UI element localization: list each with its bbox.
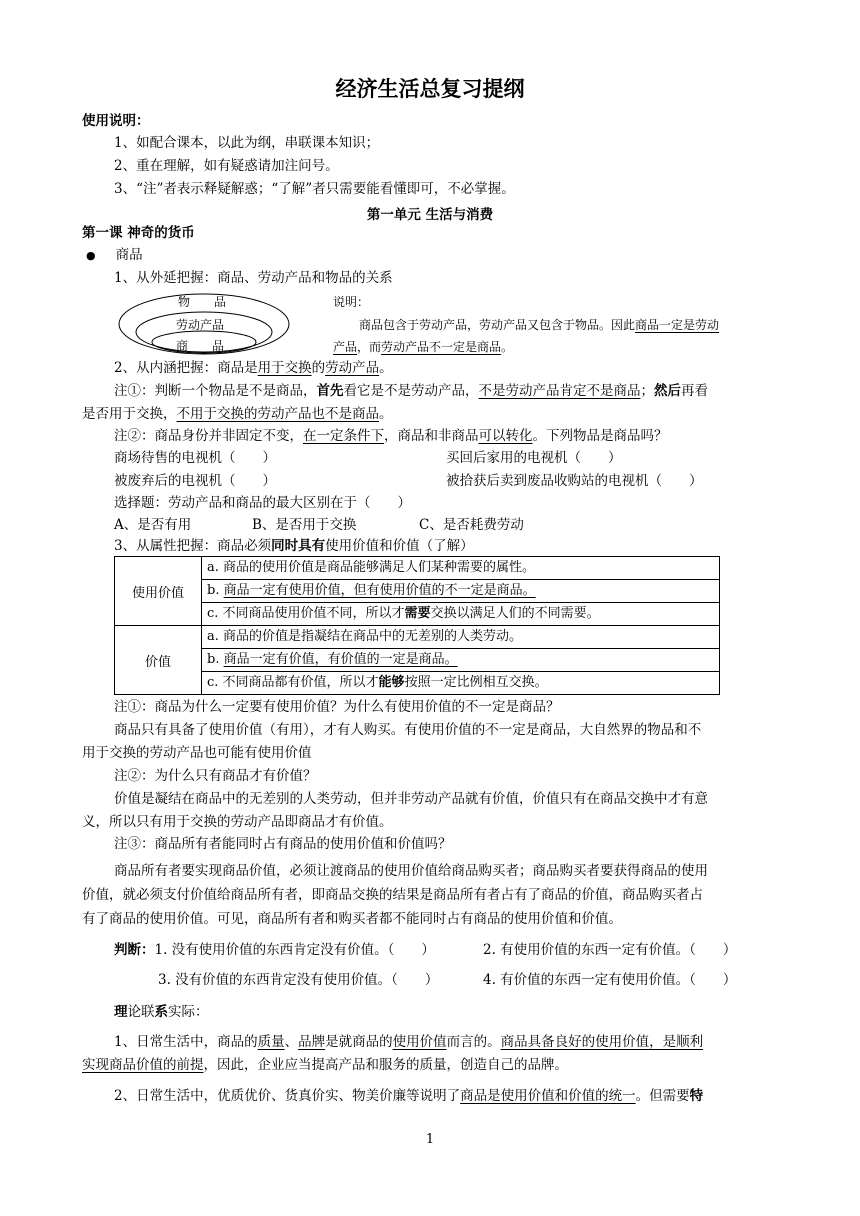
- usage-item-1: 1、如配合课本，以此为纲，串联课本知识；: [114, 135, 380, 151]
- lesson-title: 第一课 神奇的货币: [82, 225, 195, 241]
- table-row: b. 商品一定有使用价值，但有使用价值的不一定是商品。: [202, 579, 719, 602]
- extension-heading: 1、从外延把握：商品、劳动产品和物品的关系: [114, 270, 393, 286]
- judge-item: 4. 有价值的东西一定有使用价值。（ ）: [483, 972, 737, 988]
- judge-item: 3. 没有价值的东西肯定没有使用价值。（ ）: [158, 972, 439, 988]
- intension-line: 2、从内涵把握：商品是用于交换的劳动产品。: [114, 360, 393, 376]
- choice-question: 选择题：劳动产品和商品的最大区别在于（ ）: [114, 495, 411, 511]
- page-title: 经济生活总复习提纲: [335, 77, 525, 101]
- qa-note2-question: 注②：为什么只有商品才有价值？: [114, 768, 317, 784]
- table-row: a. 商品的价值是指凝结在商品中的无差别的人类劳动。: [207, 629, 523, 644]
- table-row: c. 不同商品都有价值，所以才能够按照一定比例相互交换。: [202, 671, 719, 694]
- qa-note2-answer: 价值是凝结在商品中的无差别的人类劳动，但并非劳动产品就有价值，价值只有在商品交换中才有意: [114, 791, 708, 807]
- choice-option-c: C、是否耗费劳动: [419, 517, 524, 533]
- judge-label: 判断：: [114, 942, 155, 958]
- unit-title: 第一单元 生活与消费: [366, 207, 494, 223]
- question-item: 买回后家用的电视机（ ）: [446, 450, 622, 466]
- qa-note3-answer: 有了商品的使用价值。可见，商品所有者和购买者都不能同时占有商品的使用价值和价值。: [82, 911, 622, 927]
- qa-note3-answer: 商品所有者要实现商品价值，必须让渡商品的使用价值给商品购买者；商品购买者要获得商品的使用: [114, 863, 708, 879]
- choice-option-b: B、是否用于交换: [252, 517, 357, 533]
- usage-heading: 使用说明：: [82, 113, 150, 129]
- note2-line: 注②：商品身份并非固定不变，在一定条件下，商品和非商品可以转化。下列物品是商品吗？: [114, 428, 668, 444]
- choice-option-a: A、是否有用: [114, 517, 192, 533]
- table-row: c. 不同商品使用价值不同，所以才需要交换以满足人们的不同需要。: [202, 602, 719, 625]
- qa-note1-answer: 商品只有具备了使用价值（有用），才有人购买。有使用价值的不一定是商品，大自然界的物品和不: [114, 722, 702, 738]
- table-row: b. 商品一定有价值，有价值的一定是商品。: [202, 648, 719, 671]
- value-label: 价值: [115, 626, 202, 695]
- qa-note1-answer: 用于交换的劳动产品也可能有使用价值: [82, 745, 312, 761]
- qa-note1-question: 注①：商品为什么一定要有使用价值？为什么有使用价值的不一定是商品？: [114, 699, 560, 715]
- usage-item-2: 2、重在理解，如有疑惑请加注问号。: [114, 158, 339, 174]
- bullet-item: [86, 245, 143, 266]
- practice-1-line-1: 1、日常生活中，商品的质量、品牌是就商品的使用价值而言的。商品具备良好的使用价值，是顺利: [114, 1034, 704, 1050]
- question-item: 商场待售的电视机（ ）: [114, 450, 276, 466]
- usage-item-3: 3、“注”者表示释疑解惑；“了解”者只需要能看懂即可，不必掌握。: [114, 181, 515, 197]
- theory-heading: 理论联系实际：: [114, 1004, 209, 1020]
- property-table: [114, 556, 720, 695]
- question-item: 被拾获后卖到废品收购站的电视机（ ）: [446, 473, 703, 489]
- note1-line-2: 是否用于交换，不用于交换的劳动产品也不是商品。: [82, 406, 393, 422]
- judge-line-1: 判断：1. 没有使用价值的东西肯定没有价值。（ ）: [114, 942, 435, 958]
- qa-note3-answer: 价值，就必须支付价值给商品所有者，即商品交换的结果是商品所有者占有了商品的价值，商品购买者占: [82, 887, 703, 903]
- use-value-label: 使用价值: [115, 557, 202, 626]
- practice-1-line-2: 实现商品价值的前提，因此，企业应当提高产品和服务的质量，创造自己的品牌。: [82, 1057, 568, 1073]
- venn-note-line-1: 商品包含于劳动产品，劳动产品又包含于物品。因此商品一定是劳动: [359, 318, 720, 332]
- attribute-heading: 3、从属性把握：商品必须同时具有使用价值和价值（了解）: [114, 538, 474, 554]
- question-item: 被废弃后的电视机（ ）: [114, 473, 276, 489]
- note1-line-1: 注①：判断一个物品是不是商品，首先看它是不是劳动产品，不是劳动产品肯定不是商品；然后再看: [114, 383, 708, 399]
- venn-label-labor-product: 劳动产品: [176, 318, 225, 332]
- venn-note-label: 说明：: [333, 295, 370, 309]
- table-row: a. 商品的使用价值是商品能够满足人们某种需要的属性。: [207, 560, 536, 575]
- page-number: 1: [425, 1132, 435, 1147]
- venn-note-line-2: 产品，而劳动产品不一定是商品。: [333, 340, 514, 354]
- bullet-item-label: 商品: [115, 247, 143, 263]
- venn-label-item: 物 品: [178, 295, 227, 309]
- bullet-icon: ●: [86, 249, 96, 262]
- qa-note2-answer: 义，所以只有用于交换的劳动产品即商品才有价值。: [82, 814, 393, 830]
- venn-label-commodity: 商 品: [176, 339, 225, 353]
- practice-2-line-1: 2、日常生活中，优质优价、货真价实、物美价廉等说明了商品是使用价值和价值的统一。但需要特: [114, 1088, 704, 1104]
- judge-item: 2. 有使用价值的东西一定有价值。（ ）: [483, 942, 737, 958]
- qa-note3-question: 注③：商品所有者能同时占有商品的使用价值和价值吗？: [114, 836, 452, 852]
